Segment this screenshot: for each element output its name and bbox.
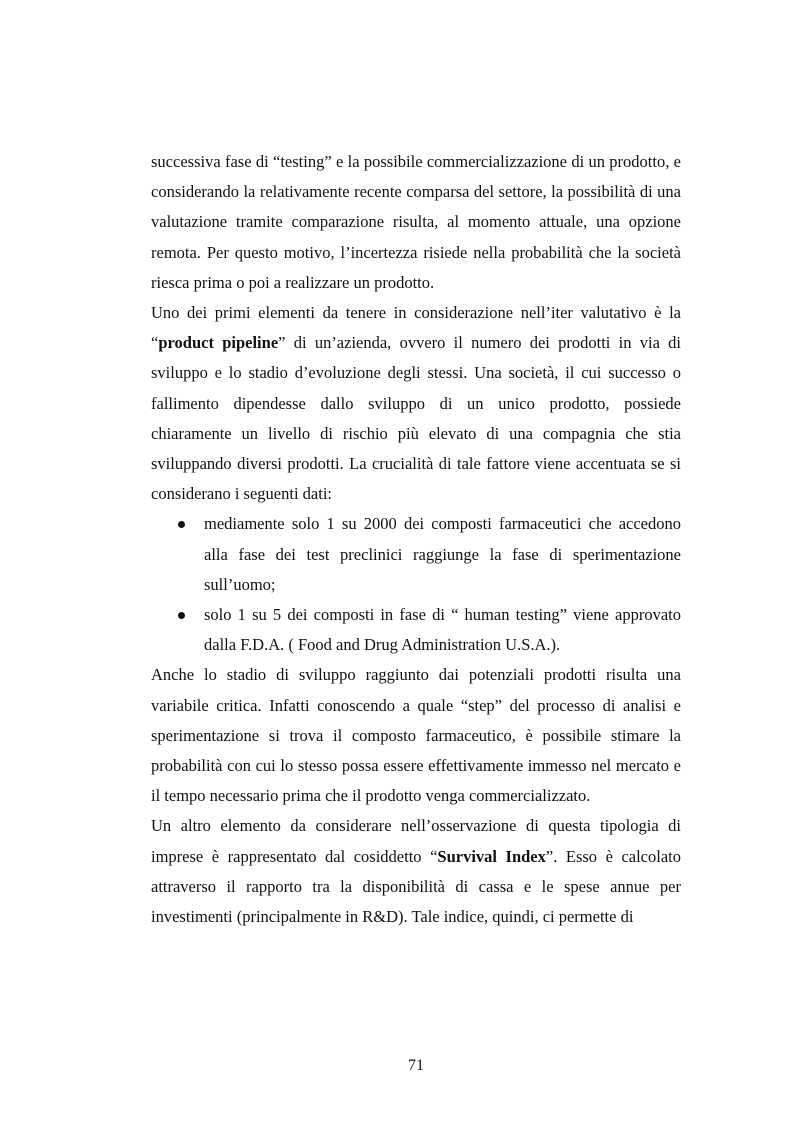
bullet-list [151,509,681,660]
paragraph-text: ” di un’azienda, ovvero il numero dei prodotti in via di sviluppo e lo stadio d’evoluzione degli stessi. Una società, il cui successo o fallimento dipendesse dallo sviluppo di un unico prodotto, possiede chiaramente un livello di rischio più elevato di una compagnia che stia sviluppando diversi prodotti. La crucialità di tale fattore viene accentuata se si considerano i seguenti dati: [151,333,681,504]
bullet-icon [178,521,185,528]
page-body [151,147,681,932]
bold-term-product-pipeline: product pipeline [158,333,279,353]
paragraph: Anche lo stadio di sviluppo raggiunto dai potenziali prodotti risulta una variabile critica. Infatti conoscendo a quale “step” del processo di analisi e sperimentazione si trova il composto farmaceutico, è possibile stimare la probabilità con cui lo stesso possa essere effettivamente immesso nel mercato e il tempo necessario prima che il prodotto venga commercializzato. [151,665,681,806]
paragraph-text: Uno dei primi elementi da tenere in considerazione nell’iter valutativo è la “ [151,303,681,353]
page-number: 71 [408,1057,424,1074]
bold-term-survival-index: Survival Index [437,846,546,866]
list-item-text: mediamente solo 1 su 2000 dei composti farmaceutici che accedono alla fase dei test preclinici raggiunge la fase di sperimentazione sull’uomo; [204,514,681,594]
bullet-icon [178,612,185,619]
list-item-text: solo 1 su 5 dei composti in fase di “ human testing” viene approvato dalla F.D.A. ( Food and Drug Administration U.S.A.). [204,605,681,655]
paragraph [151,811,681,932]
paragraph-text: Un altro elemento da considerare nell’osservazione di questa tipologia di imprese è rappresentato dal cosiddetto “ [151,816,681,866]
paragraph: successiva fase di “testing” e la possibile commercializzazione di un prodotto, e considerando la relativamente recente comparsa del settore, la possibilità di una valutazione tramite comparazione risulta, al momento attuale, una opzione remota. Per questo motivo, l’incertezza risiede nella probabilità che la società riesca prima o poi a realizzare un prodotto. [151,152,681,292]
paragraph [151,298,681,509]
list-item [151,509,681,600]
list-item [151,600,681,660]
paragraph-text: ”. Esso è calcolato attraverso il rapporto tra la disponibilità di cassa e le spese annue per investimenti (principalmente in R&D). Tale indice, quindi, ci permette di [151,846,681,927]
